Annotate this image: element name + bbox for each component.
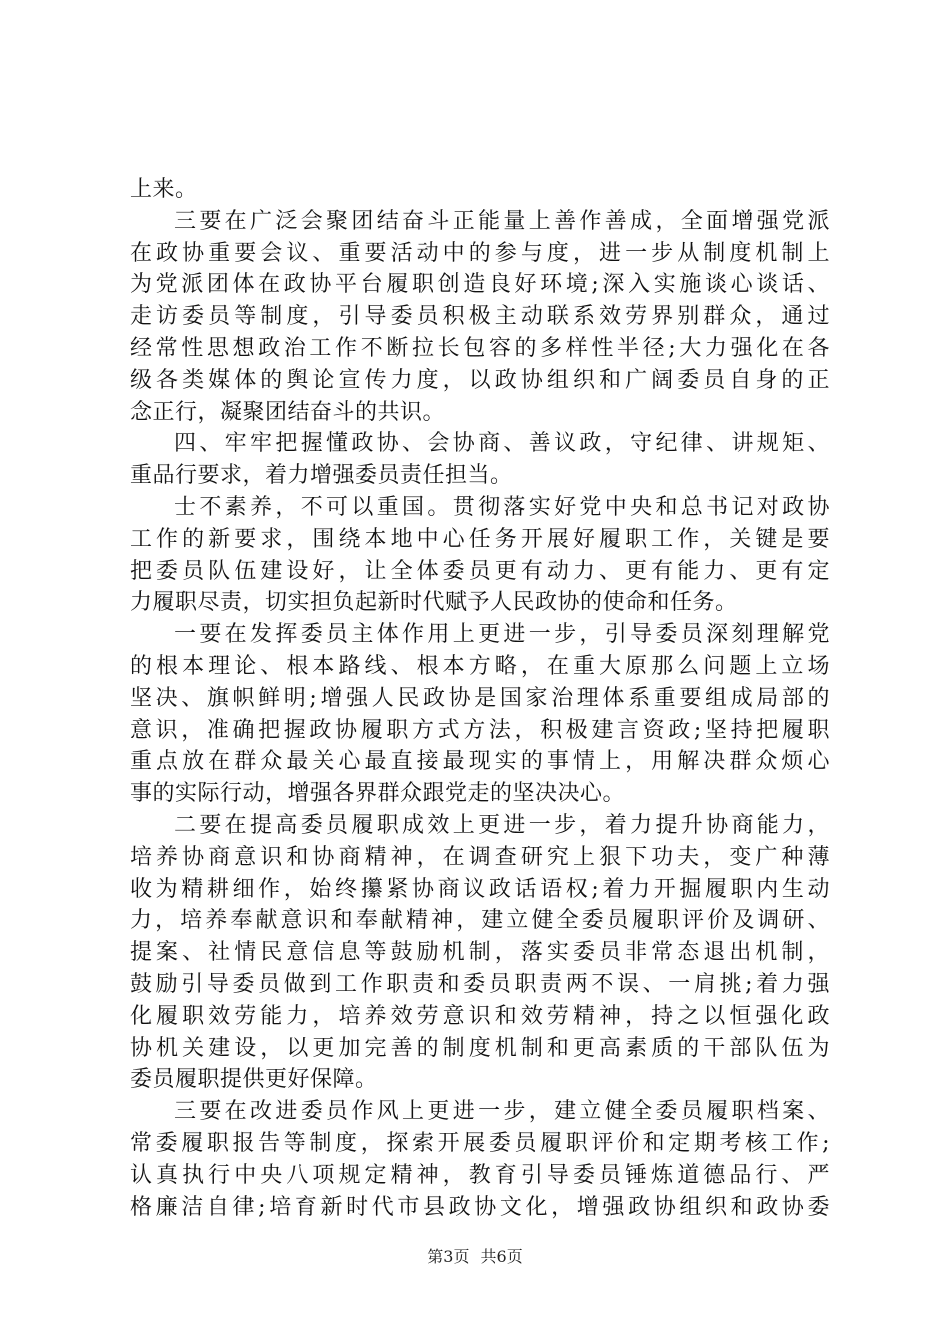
text-line: 四、牢牢把握懂政协、会协商、善议政，守纪律、讲规矩、 <box>174 431 830 457</box>
text-line: 工作的新要求，围绕本地中心任务开展好履职工作，关键是要 <box>130 526 830 552</box>
text-line: 认真执行中央八项规定精神，教育引导委员锤炼道德品行、严 <box>130 1162 830 1188</box>
text-line: 的根本理论、根本路线、根本方略，在重大原那么问题上立场 <box>130 653 830 679</box>
text-line: 收为精耕细作，始终攥紧协商议政话语权;着力开掘履职内生动 <box>130 876 830 902</box>
text-line: 士不素养，不可以重国。贯彻落实好党中央和总书记对政协 <box>174 494 830 520</box>
text-line: 坚决、旗帜鲜明;增强人民政协是国家治理体系重要组成局部的 <box>130 685 830 711</box>
text-line: 重点放在群众最关心最直接最现实的事情上，用解决群众烦心 <box>130 749 830 775</box>
text-line: 为党派团体在政协平台履职创造良好环境;深入实施谈心谈话、 <box>130 272 830 298</box>
text-line: 培养协商意识和协商精神，在调查研究上狠下功夫，变广种薄 <box>130 844 830 870</box>
text-line: 提案、社情民意信息等鼓励机制，落实委员非常态退出机制， <box>130 940 830 966</box>
text-line: 走访委员等制度，引导委员积极主动联系效劳界别群众，通过 <box>130 304 830 330</box>
text-line: 委员履职提供更好保障。 <box>130 1067 378 1093</box>
text-line: 格廉洁自律;培育新时代市县政协文化，增强政协组织和政协委 <box>130 1194 830 1220</box>
text-line: 意识，准确把握政协履职方式方法，积极建言资政;坚持把履职 <box>130 717 830 743</box>
text-line: 把委员队伍建设好，让全体委员更有动力、更有能力、更有定 <box>130 558 830 584</box>
document-body <box>130 174 830 1223</box>
text-line: 上来。 <box>130 177 198 202</box>
text-line: 化履职效劳能力，培养效劳意识和效劳精神，持之以恒强化政 <box>130 1003 830 1029</box>
text-line: 一要在发挥委员主体作用上更进一步，引导委员深刻理解党 <box>174 622 830 648</box>
text-line: 级各类媒体的舆论宣传力度，以政协组织和广阔委员自身的正 <box>130 367 830 393</box>
text-line: 鼓励引导委员做到工作职责和委员职责两不误、一肩挑;着力强 <box>130 971 830 997</box>
text-line: 力，培养奉献意识和奉献精神，建立健全委员履职评价及调研、 <box>130 908 830 934</box>
text-line: 常委履职报告等制度，探索开展委员履职评价和定期考核工作; <box>130 1130 830 1156</box>
page-number: 第3页 <box>427 1247 470 1266</box>
text-line: 事的实际行动，增强各界群众跟党走的坚决决心。 <box>130 781 626 807</box>
text-line: 念正行，凝聚团结奋斗的共识。 <box>130 399 446 425</box>
text-line: 在政协重要会议、重要活动中的参与度，进一步从制度机制上 <box>130 240 830 266</box>
text-line: 三要在改进委员作风上更进一步，建立健全委员履职档案、 <box>174 1099 830 1125</box>
page-total: 共6页 <box>480 1247 523 1266</box>
text-line: 三要在广泛会聚团结奋斗正能量上善作善成，全面增强党派 <box>174 208 830 234</box>
text-line: 协机关建设，以更加完善的制度机制和更高素质的干部队伍为 <box>130 1035 830 1061</box>
page-footer <box>0 1244 950 1267</box>
text-line: 经常性思想政治工作不断拉长包容的多样性半径;大力强化在各 <box>130 335 830 361</box>
text-line: 重品行要求，着力增强委员责任担当。 <box>130 463 513 489</box>
text-line: 力履职尽责，切实担负起新时代赋予人民政协的使命和任务。 <box>130 590 738 616</box>
text-line: 二要在提高委员履职成效上更进一步，着力提升协商能力， <box>174 812 830 838</box>
